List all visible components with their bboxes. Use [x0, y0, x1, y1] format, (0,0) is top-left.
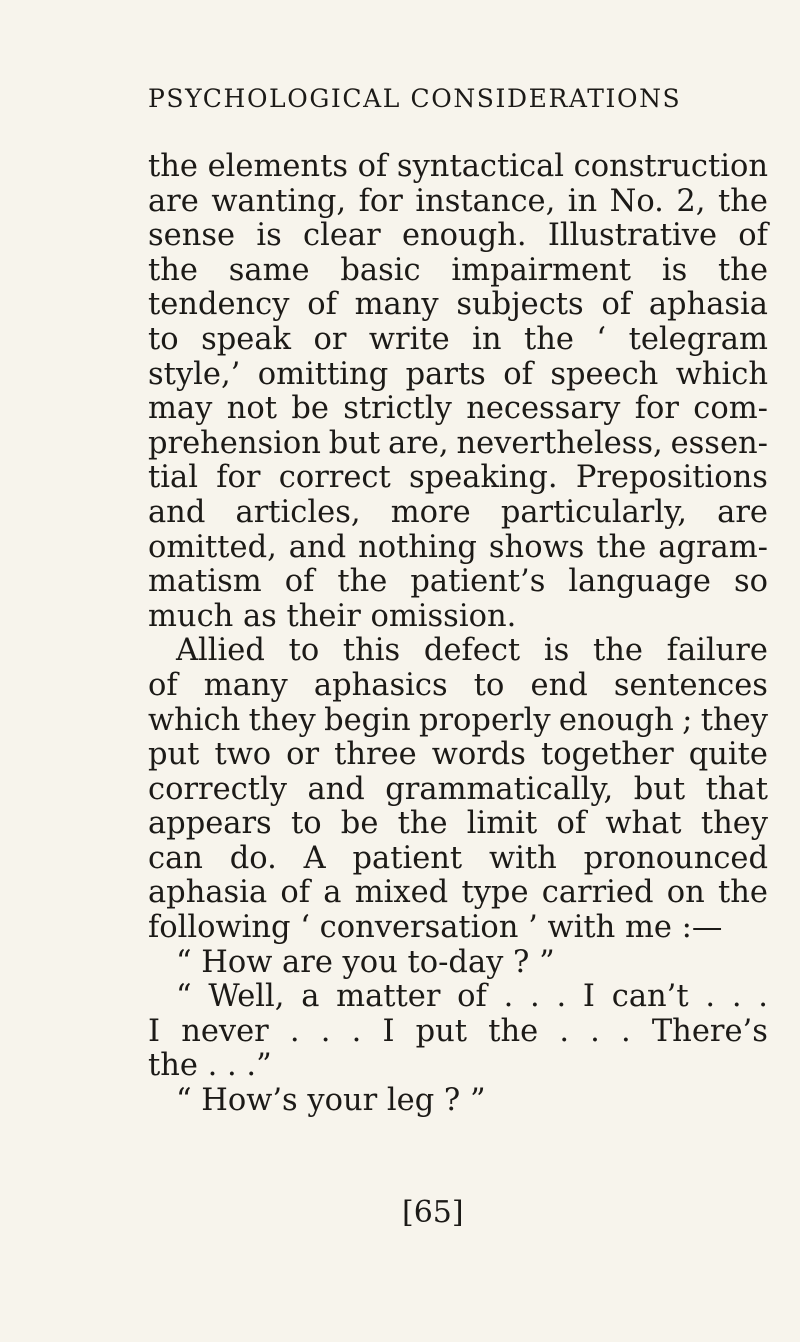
text-line: following ‘ conversation ’ with me :—: [148, 910, 723, 946]
text-line: “ How are you to-day ? ”: [176, 944, 555, 980]
text-line: tendency of many subjects of aphasia: [148, 287, 768, 323]
text-line: I never . . . I put the . . . There’s: [148, 1013, 768, 1049]
body-text: [148, 150, 768, 1119]
text-line: which they begin properly enough ; they: [148, 702, 768, 738]
text-line: sense is clear enough. Illustrative of: [148, 218, 768, 254]
text-line: and articles, more particularly, are: [148, 494, 768, 530]
text-line: omitted, and nothing shows the agram-: [148, 529, 768, 565]
text-line: the . . .”: [148, 1048, 272, 1084]
text-line: to speak or write in the ‘ telegram: [148, 321, 768, 357]
text-line: put two or three words together quite: [148, 737, 768, 773]
running-head: PSYCHOLOGICAL CONSIDERATIONS: [148, 84, 682, 113]
text-line: matism of the patient’s language so: [148, 564, 768, 600]
text-line: tial for correct speaking. Prepositions: [148, 460, 768, 496]
text-line: “ How’s your leg ? ”: [176, 1083, 486, 1119]
text-line: the same basic impairment is the: [148, 252, 768, 288]
page-number: [65]: [402, 1195, 464, 1230]
text-line: the elements of syntactical construction: [148, 149, 768, 184]
text-line: Allied to this defect is the failure: [176, 633, 768, 669]
text-line: are wanting, for instance, in No. 2, the: [148, 183, 768, 219]
text-line: aphasia of a mixed type carried on the: [148, 875, 768, 911]
text-line: prehension but are, nevertheless, essen-: [148, 425, 768, 461]
text-line: style,’ omitting parts of speech which: [148, 356, 768, 392]
text-line: of many aphasics to end sentences: [148, 667, 768, 703]
text-line: can do. A patient with pronounced: [148, 840, 768, 876]
text-line: much as their omission.: [148, 598, 517, 634]
text-line: may not be strictly necessary for com-: [148, 391, 768, 427]
text-line: correctly and grammatically, but that: [148, 771, 768, 807]
text-line: “ Well, a matter of . . . I can’t . . .: [176, 979, 768, 1015]
text-line: appears to be the limit of what they: [148, 806, 768, 842]
